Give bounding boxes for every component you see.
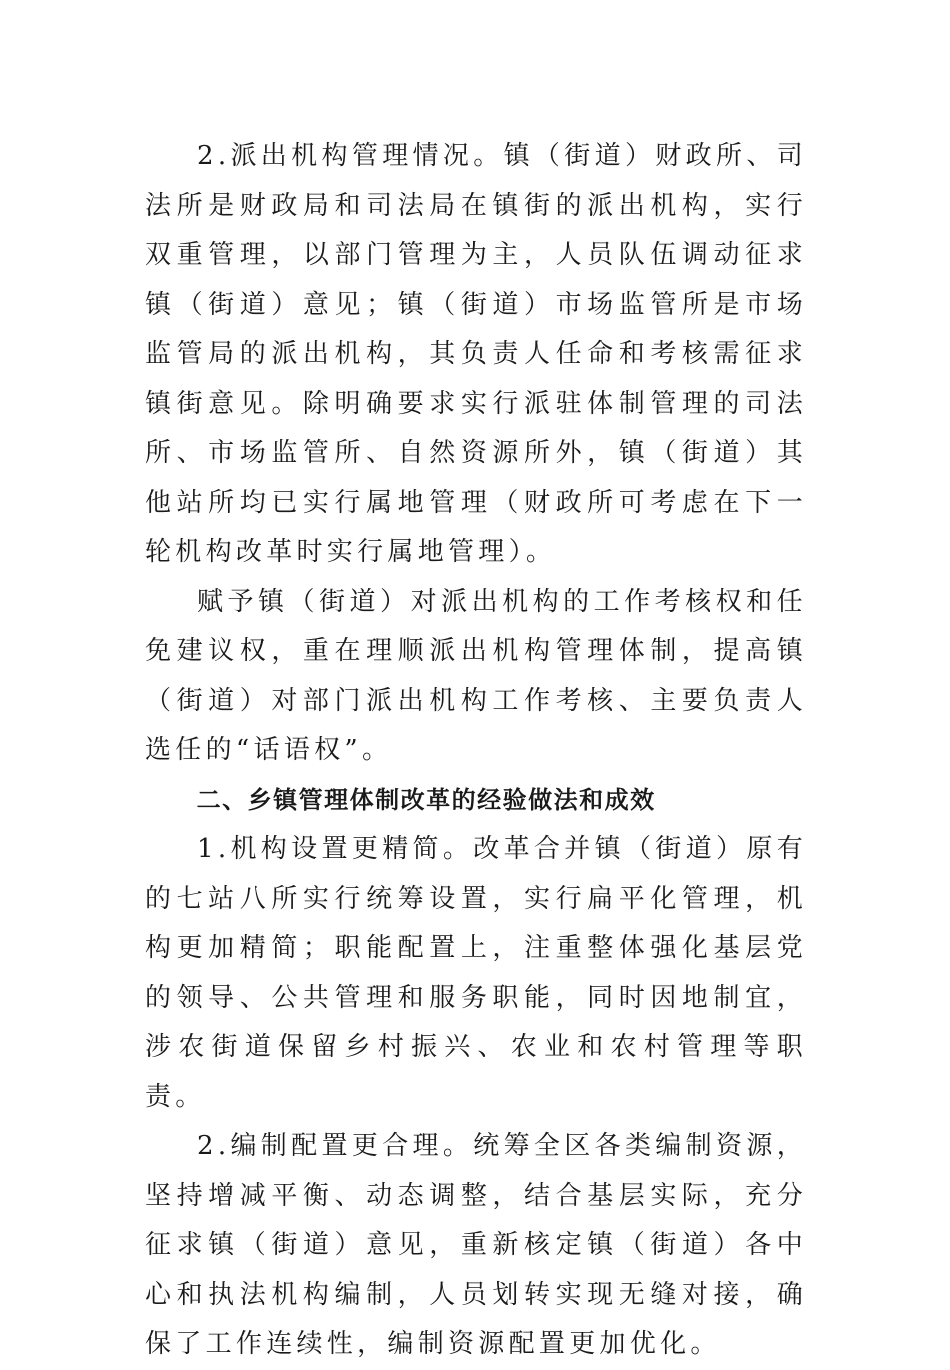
document-page: [145, 132, 807, 1370]
paragraph-streamlined-institutions: 1.机构设置更精简。改革合并镇（街道）原有的七站八所实行统筹设置，实行扁平化管理，机构更加精简；职能配置上，注重整体强化基层党的领导、公共管理和服务职能，同时因地制宜，涉农街道保留乡村振兴、农业和农村管理等职责。: [145, 834, 807, 1112]
paragraph-assessment-rights: 赋予镇（街道）对派出机构的工作考核权和任免建议权，重在理顺派出机构管理体制，提高镇（街道）对部门派出机构工作考核、主要负责人选任的“话语权”。: [145, 586, 807, 765]
section-heading: 二、乡镇管理体制改革的经验做法和成效: [196, 785, 656, 814]
paragraph-dispatched-agency-management: 2.派出机构管理情况。镇（街道）财政所、司法所是财政局和司法局在镇街的派出机构，实行双重管理，以部门管理为主，人员队伍调动征求镇（街道）意见；镇（街道）市场监管所是市场监管局的派出机构，其负责人任命和考核需征求镇街意见。除明确要求实行派驻体制管理的司法所、市场监管所、自然资源所外，镇（街道）其他站所均已实行属地管理（财政所可考虑在下一轮机构改革时实行属地管理）。: [145, 141, 807, 567]
paragraph-staffing-allocation: 2.编制配置更合理。统筹全区各类编制资源，坚持增减平衡、动态调整，结合基层实际，充分征求镇（街道）意见，重新核定镇（街道）各中心和执法机构编制，人员划转实现无缝对接，确保了工作连续性，编制资源配置更加优化。: [145, 1131, 807, 1359]
